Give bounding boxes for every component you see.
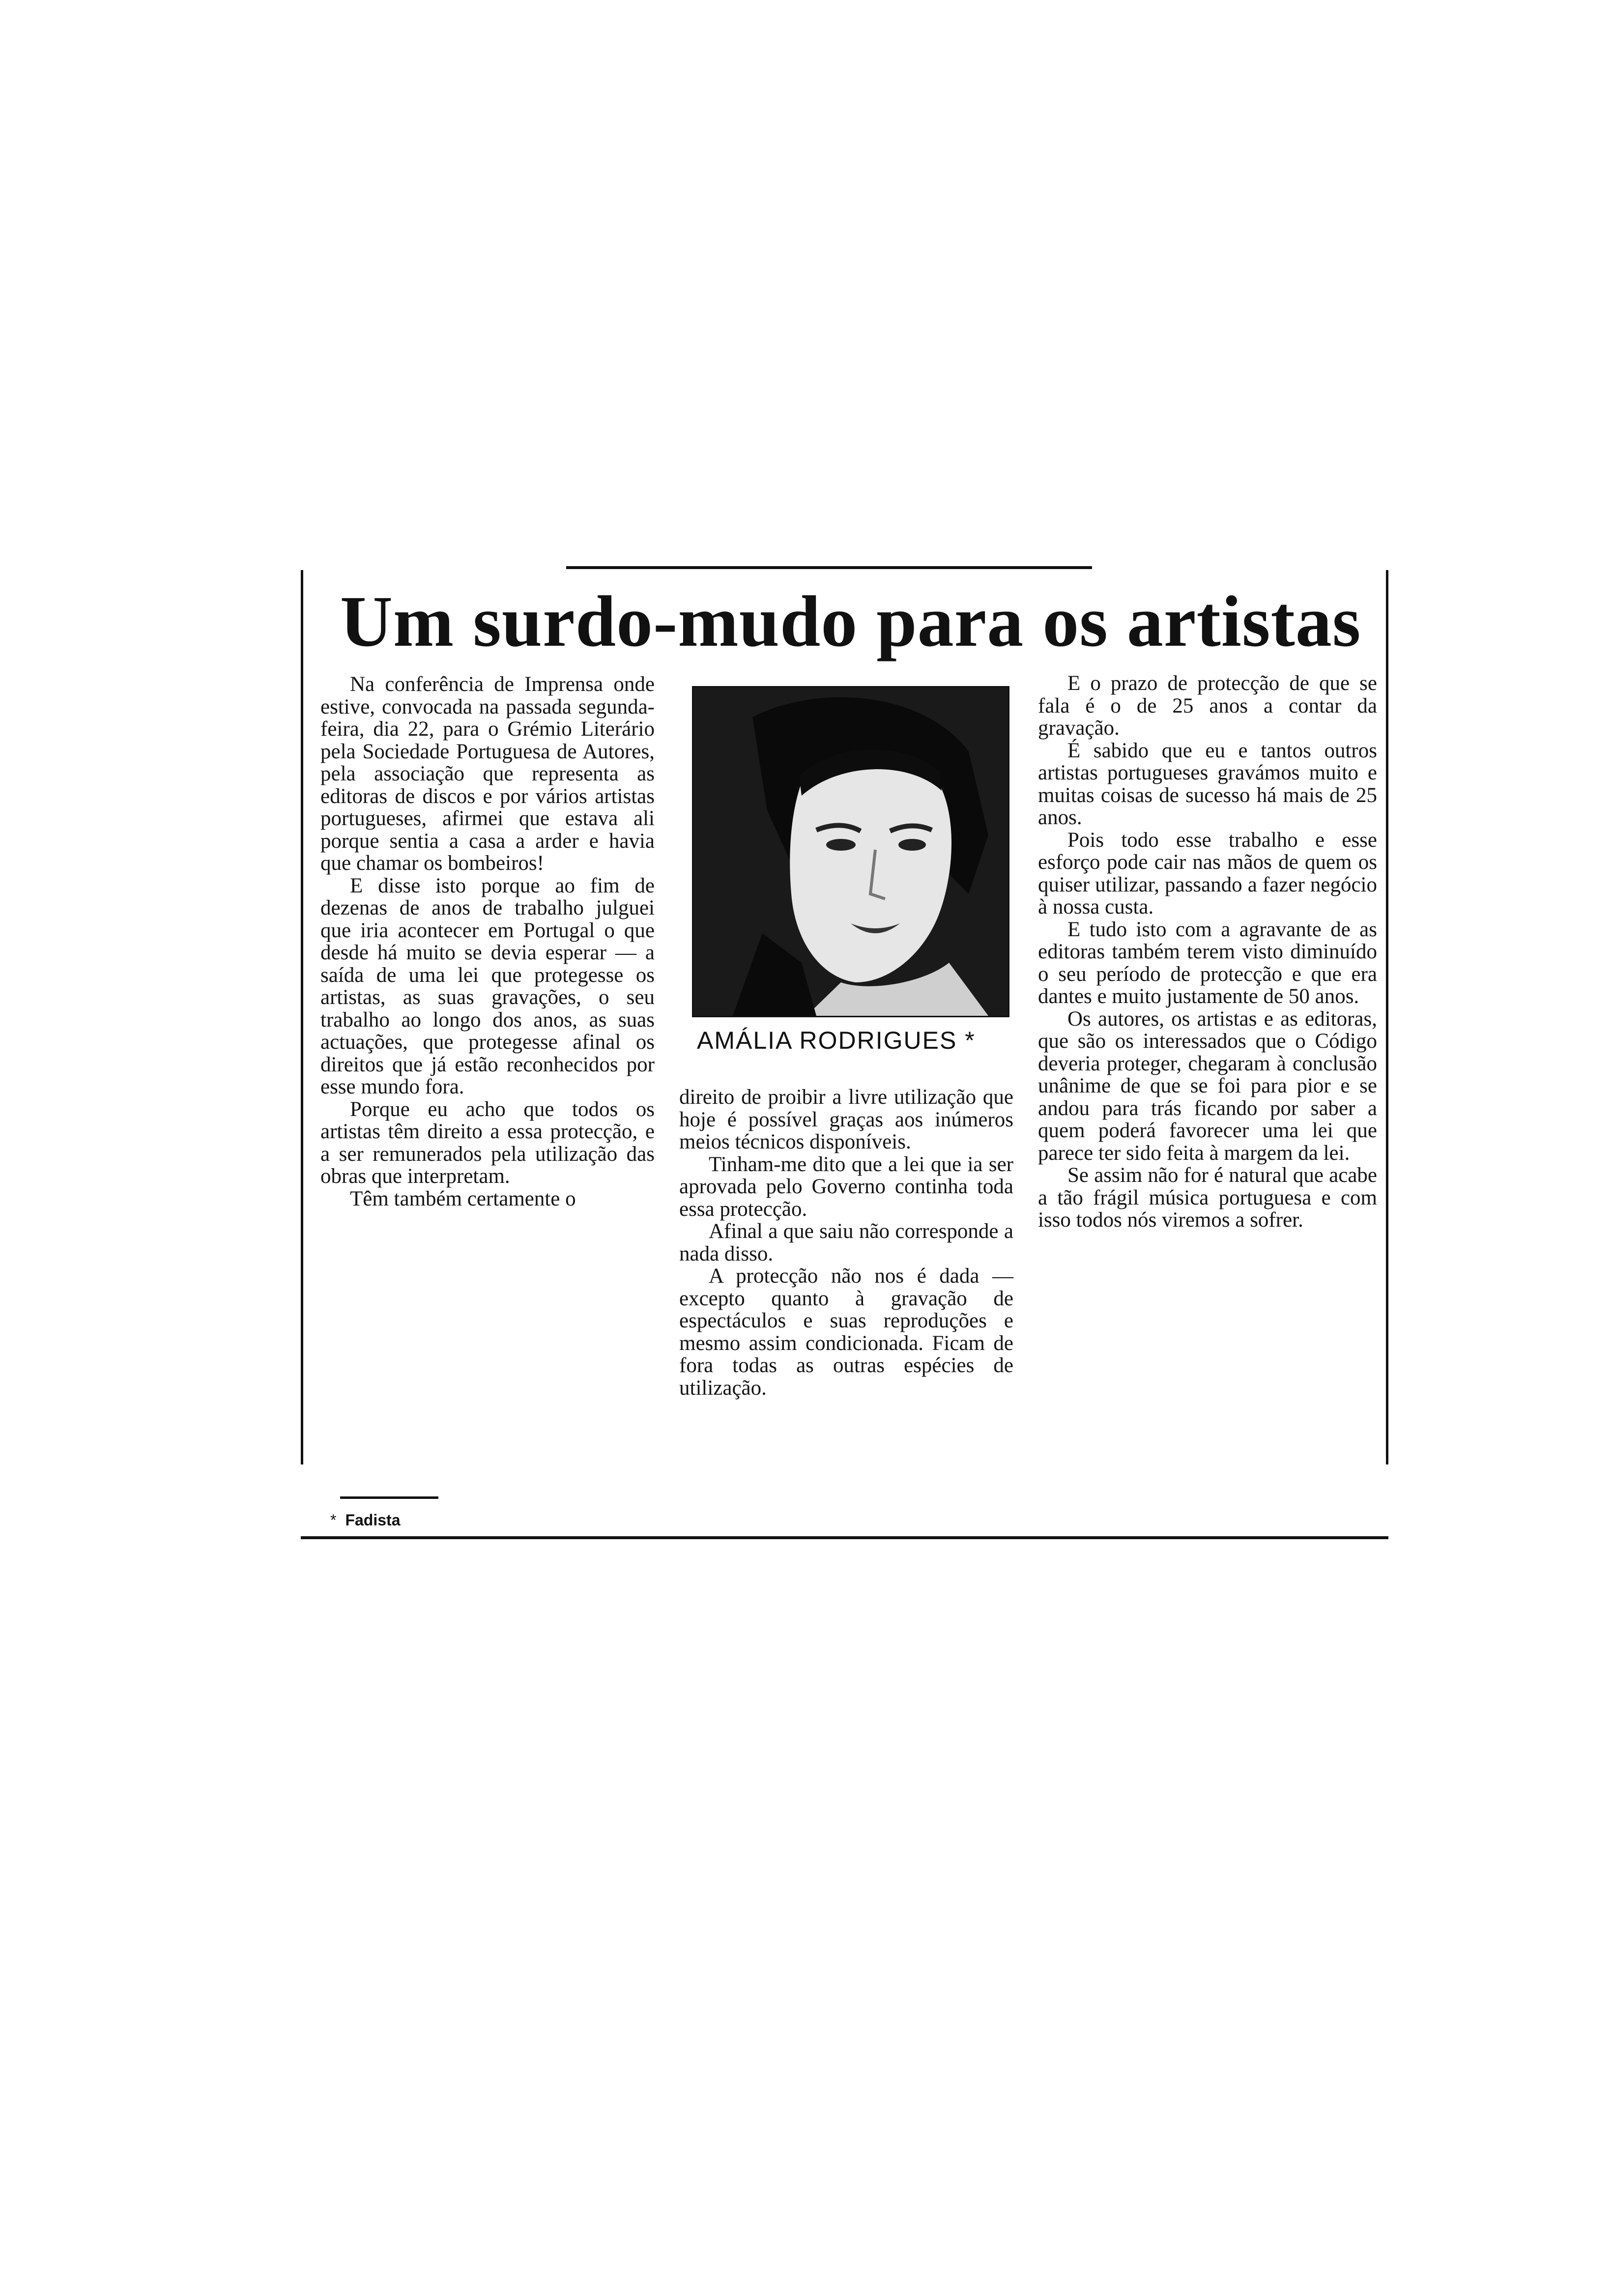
paragraph: Têm também certamente o	[350, 1187, 576, 1210]
right-border	[1386, 570, 1388, 1464]
footnote-marker: *	[330, 1511, 337, 1529]
footnote	[330, 1511, 400, 1529]
paragraph: Tinham-me dito que a lei que ia ser aprovada pelo Governo continha toda essa protecção.	[679, 1152, 1013, 1221]
footnote-rule	[340, 1496, 438, 1499]
left-border	[301, 570, 303, 1464]
top-rule	[566, 566, 1092, 569]
paragraph: Pois todo esse trabalho e esse esforço pode cair nas mãos de quem os quiser utilizar, passando a fazer negócio à nossa custa.	[1038, 828, 1377, 918]
paragraph: Afinal a que saiu não corresponde a nada disso.	[679, 1220, 1013, 1265]
column-2	[679, 1086, 1013, 1399]
bottom-border	[301, 1536, 1388, 1539]
paragraph: Na conferência de Imprensa onde estive, convocada na passada segunda-feira, dia 22, para o Grémio Literário pela Sociedade Portuguesa de Autores, pela associação que representa as editoras de discos e por vários artistas portugueses, afirmei que estava ali porque sentia a casa a arder e havia que chamar os bombeiros!	[320, 673, 655, 875]
photo-caption: AMÁLIA RODRIGUES *	[697, 1027, 976, 1054]
headline: Um surdo-mudo para os artistas	[340, 581, 1361, 662]
paragraph: Porque eu acho que todos os artistas têm direito a essa protecção, e a ser remunerados pela utilização das obras que interpretam.	[320, 1097, 655, 1188]
portrait-photo	[692, 686, 1009, 1017]
column-3	[1038, 672, 1377, 1232]
portrait-photo-icon	[693, 688, 1008, 1016]
paragraph: E tudo isto com a agravante de as editoras também terem visto diminuído o seu período de protecção e que era dantes e muito justamente de 50 anos.	[1038, 918, 1377, 1008]
paragraph: E disse isto porque ao fim de dezenas de anos de trabalho julguei que iria acontecer em Portugal o que desde há muito se devia esperar — a saída de uma lei que protegesse os artistas, as suas gravações, o seu trabalho ao longo dos anos, as suas actuações, que protegesse afinal os direitos que já estão reconhecidos por esse mundo fora.	[320, 874, 655, 1098]
column-1	[320, 673, 655, 1210]
paragraph: direito de proibir a livre utilização que hoje é possível graças aos inúmeros meios técnicos disponíveis.	[679, 1086, 1013, 1153]
paragraph: Se assim não for é natural que acabe a tão frágil música portuguesa e com isso todos nós viremos a sofrer.	[1038, 1164, 1377, 1232]
paragraph: A protecção não nos é dada — excepto quanto à gravação de espectáculos e suas reproduções e mesmo assim condicionada. Ficam de fora todas as outras espécies de utilização.	[679, 1264, 1013, 1400]
footnote-text: Fadista	[345, 1511, 401, 1529]
newspaper-clipping	[301, 560, 1392, 1541]
paragraph: E o prazo de protecção de que se fala é o de 25 anos a contar da gravação.	[1038, 672, 1377, 740]
paragraph: Os autores, os artistas e as editoras, que são os interessados que o Código deveria proteger, chegaram à conclusão unânime de que se foi para pior e se andou para trás ficando por saber a quem poderá favorecer uma lei que parece ter sido feita à margem da lei.	[1038, 1007, 1377, 1165]
paragraph: É sabido que eu e tantos outros artistas portugueses gravámos muito e muitas coisas de sucesso há mais de 25 anos.	[1038, 739, 1377, 829]
